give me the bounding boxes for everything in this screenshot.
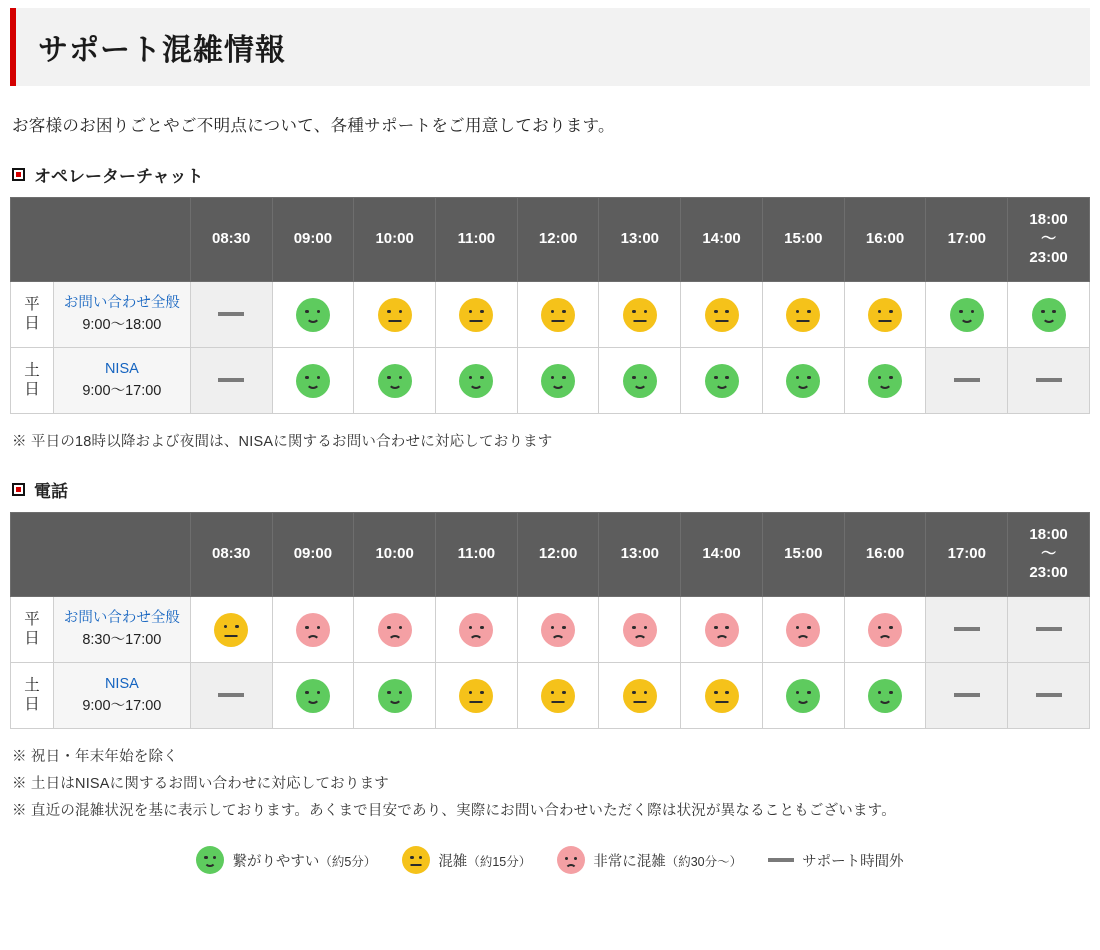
service-hours: 9:00〜18:00 (82, 316, 162, 333)
time-column-header: 17:00 (926, 198, 1008, 282)
status-cell (517, 663, 599, 729)
service-link[interactable]: NISA (104, 676, 139, 693)
status-cell (272, 663, 354, 729)
status-cell (190, 282, 272, 348)
out-of-hours-icon (218, 693, 244, 697)
service-hours: 8:30〜17:00 (82, 631, 162, 648)
smile-face-icon (786, 364, 820, 398)
status-cell (190, 348, 272, 414)
page-title: サポート混雑情報 (38, 34, 286, 67)
legend-item (402, 846, 531, 874)
status-cell (436, 663, 518, 729)
row-service-label (53, 348, 190, 414)
status-cell (1008, 597, 1090, 663)
row-service-label (53, 597, 190, 663)
status-cell (354, 348, 436, 414)
row-service-label (53, 282, 190, 348)
table-row (11, 282, 1090, 348)
status-cell (517, 348, 599, 414)
legend-label: 繋がりやすい（約5分） (232, 853, 377, 870)
neutral-face-icon (786, 298, 820, 332)
status-cell (926, 663, 1008, 729)
status-cell (1008, 348, 1090, 414)
table-row (11, 663, 1090, 729)
legend-item (196, 846, 376, 874)
section-heading-label: オペレーターチャット (34, 167, 204, 186)
neutral-face-icon (459, 298, 493, 332)
status-cell (681, 597, 763, 663)
smile-face-icon (296, 364, 330, 398)
status-cell (844, 348, 926, 414)
service-link[interactable]: NISA (104, 361, 139, 378)
status-cell (1008, 282, 1090, 348)
out-of-hours-icon (954, 627, 980, 631)
legend-label: 非常に混雑（約30分〜） (593, 853, 743, 870)
smile-face-icon (541, 364, 575, 398)
smile-face-icon (1032, 298, 1066, 332)
section-phone (10, 477, 1090, 820)
page-lead-text: お客様のお困りごとやご不明点について、各種サポートをご用意しております。 (12, 117, 615, 135)
status-cell (436, 348, 518, 414)
status-cell (681, 348, 763, 414)
frown-face-icon (557, 846, 585, 874)
table-row (11, 597, 1090, 663)
status-cell (844, 663, 926, 729)
neutral-face-icon (459, 679, 493, 713)
legend-label: 混雑（約15分） (438, 853, 532, 870)
smile-face-icon (296, 298, 330, 332)
status-cell (762, 597, 844, 663)
frown-face-icon (541, 613, 575, 647)
service-hours: 9:00〜17:00 (82, 697, 162, 714)
status-cell (844, 597, 926, 663)
status-cell (190, 597, 272, 663)
status-cell (354, 282, 436, 348)
smile-face-icon (868, 364, 902, 398)
page-root (0, 8, 1100, 874)
time-column-header: 15:00 (762, 198, 844, 282)
out-of-hours-icon (954, 693, 980, 697)
out-of-hours-icon (1036, 378, 1062, 382)
status-cell (681, 663, 763, 729)
time-column-header: 18:00 〜 23:00 (1008, 513, 1090, 597)
schedule-table-chat (10, 197, 1090, 414)
out-of-hours-icon (1036, 693, 1062, 697)
note-text: ※ 祝日・年末年始を除く (12, 749, 178, 765)
time-column-header: 09:00 (272, 513, 354, 597)
table-row (11, 348, 1090, 414)
table-corner-header (11, 198, 191, 282)
out-of-hours-icon (768, 858, 794, 862)
time-column-header: 14:00 (681, 513, 763, 597)
time-column-header: 11:00 (436, 198, 518, 282)
neutral-face-icon (705, 298, 739, 332)
smile-face-icon (623, 364, 657, 398)
smile-face-icon (868, 679, 902, 713)
neutral-face-icon (541, 298, 575, 332)
neutral-face-icon (705, 679, 739, 713)
neutral-face-icon (868, 298, 902, 332)
status-cell (436, 597, 518, 663)
schedule-table-phone (10, 512, 1090, 729)
frown-face-icon (786, 613, 820, 647)
smile-face-icon (786, 679, 820, 713)
status-cell (354, 597, 436, 663)
row-day-label: 平 日 (11, 282, 54, 348)
notes-phone (10, 745, 1090, 820)
time-column-header: 16:00 (844, 513, 926, 597)
row-day-label: 土 日 (11, 348, 54, 414)
status-cell (272, 597, 354, 663)
neutral-face-icon (378, 298, 412, 332)
section-heading-chat (12, 162, 1090, 187)
status-cell (599, 282, 681, 348)
section-heading-label: 電話 (34, 482, 68, 501)
time-column-header: 18:00 〜 23:00 (1008, 198, 1090, 282)
notes-chat (10, 430, 1090, 451)
neutral-face-icon (214, 613, 248, 647)
smile-face-icon (950, 298, 984, 332)
note-text: ※ 平日の18時以降および夜間は、NISAに関するお問い合わせに対応しております (12, 434, 553, 450)
out-of-hours-icon (1036, 627, 1062, 631)
time-column-header: 09:00 (272, 198, 354, 282)
time-column-header: 08:30 (190, 513, 272, 597)
out-of-hours-icon (218, 378, 244, 382)
page-title-bar (10, 8, 1090, 86)
table-corner-header (11, 513, 191, 597)
neutral-face-icon (623, 679, 657, 713)
smile-face-icon (296, 679, 330, 713)
out-of-hours-icon (218, 312, 244, 316)
row-service-label (53, 663, 190, 729)
status-cell (926, 597, 1008, 663)
status-cell (599, 348, 681, 414)
bullet-square-icon (12, 483, 25, 496)
frown-face-icon (623, 613, 657, 647)
section-chat (10, 162, 1090, 451)
status-cell (1008, 663, 1090, 729)
status-cell (599, 597, 681, 663)
status-cell (599, 663, 681, 729)
time-column-header: 10:00 (354, 198, 436, 282)
smile-face-icon (196, 846, 224, 874)
status-cell (681, 282, 763, 348)
row-day-label: 土 日 (11, 663, 54, 729)
time-column-header: 13:00 (599, 198, 681, 282)
service-hours: 9:00〜17:00 (82, 382, 162, 399)
status-cell (272, 282, 354, 348)
legend-item (557, 846, 742, 874)
smile-face-icon (378, 679, 412, 713)
status-cell (517, 597, 599, 663)
smile-face-icon (459, 364, 493, 398)
time-column-header: 11:00 (436, 513, 518, 597)
status-cell (762, 282, 844, 348)
note-text: ※ 土日はNISAに関するお問い合わせに対応しております (12, 776, 389, 792)
status-cell (926, 348, 1008, 414)
note-text: ※ 直近の混雑状況を基に表示しております。あくまで目安であり、実際にお問い合わせいただく際は状況が異なることもございます。 (12, 803, 896, 819)
service-link[interactable]: お問い合わせ全般 (63, 610, 180, 627)
status-cell (517, 282, 599, 348)
time-column-header: 15:00 (762, 513, 844, 597)
legend-item (768, 850, 904, 871)
status-cell (436, 282, 518, 348)
section-heading-phone (12, 477, 1090, 502)
status-cell (844, 282, 926, 348)
frown-face-icon (296, 613, 330, 647)
status-cell (926, 282, 1008, 348)
smile-face-icon (705, 364, 739, 398)
time-column-header: 08:30 (190, 198, 272, 282)
time-column-header: 12:00 (517, 513, 599, 597)
frown-face-icon (459, 613, 493, 647)
time-column-header: 10:00 (354, 513, 436, 597)
neutral-face-icon (402, 846, 430, 874)
time-column-header: 17:00 (926, 513, 1008, 597)
row-day-label: 平 日 (11, 597, 54, 663)
status-cell (272, 348, 354, 414)
status-cell (190, 663, 272, 729)
out-of-hours-icon (954, 378, 980, 382)
legend-label: サポート時間外 (802, 853, 904, 870)
status-cell (762, 348, 844, 414)
bullet-square-icon (12, 168, 25, 181)
frown-face-icon (868, 613, 902, 647)
sections-container (10, 162, 1090, 820)
time-column-header: 13:00 (599, 513, 681, 597)
frown-face-icon (378, 613, 412, 647)
legend (10, 846, 1090, 874)
service-link[interactable]: お問い合わせ全般 (63, 295, 180, 312)
frown-face-icon (705, 613, 739, 647)
time-column-header: 12:00 (517, 198, 599, 282)
status-cell (354, 663, 436, 729)
time-column-header: 16:00 (844, 198, 926, 282)
status-cell (762, 663, 844, 729)
neutral-face-icon (623, 298, 657, 332)
smile-face-icon (378, 364, 412, 398)
neutral-face-icon (541, 679, 575, 713)
time-column-header: 14:00 (681, 198, 763, 282)
